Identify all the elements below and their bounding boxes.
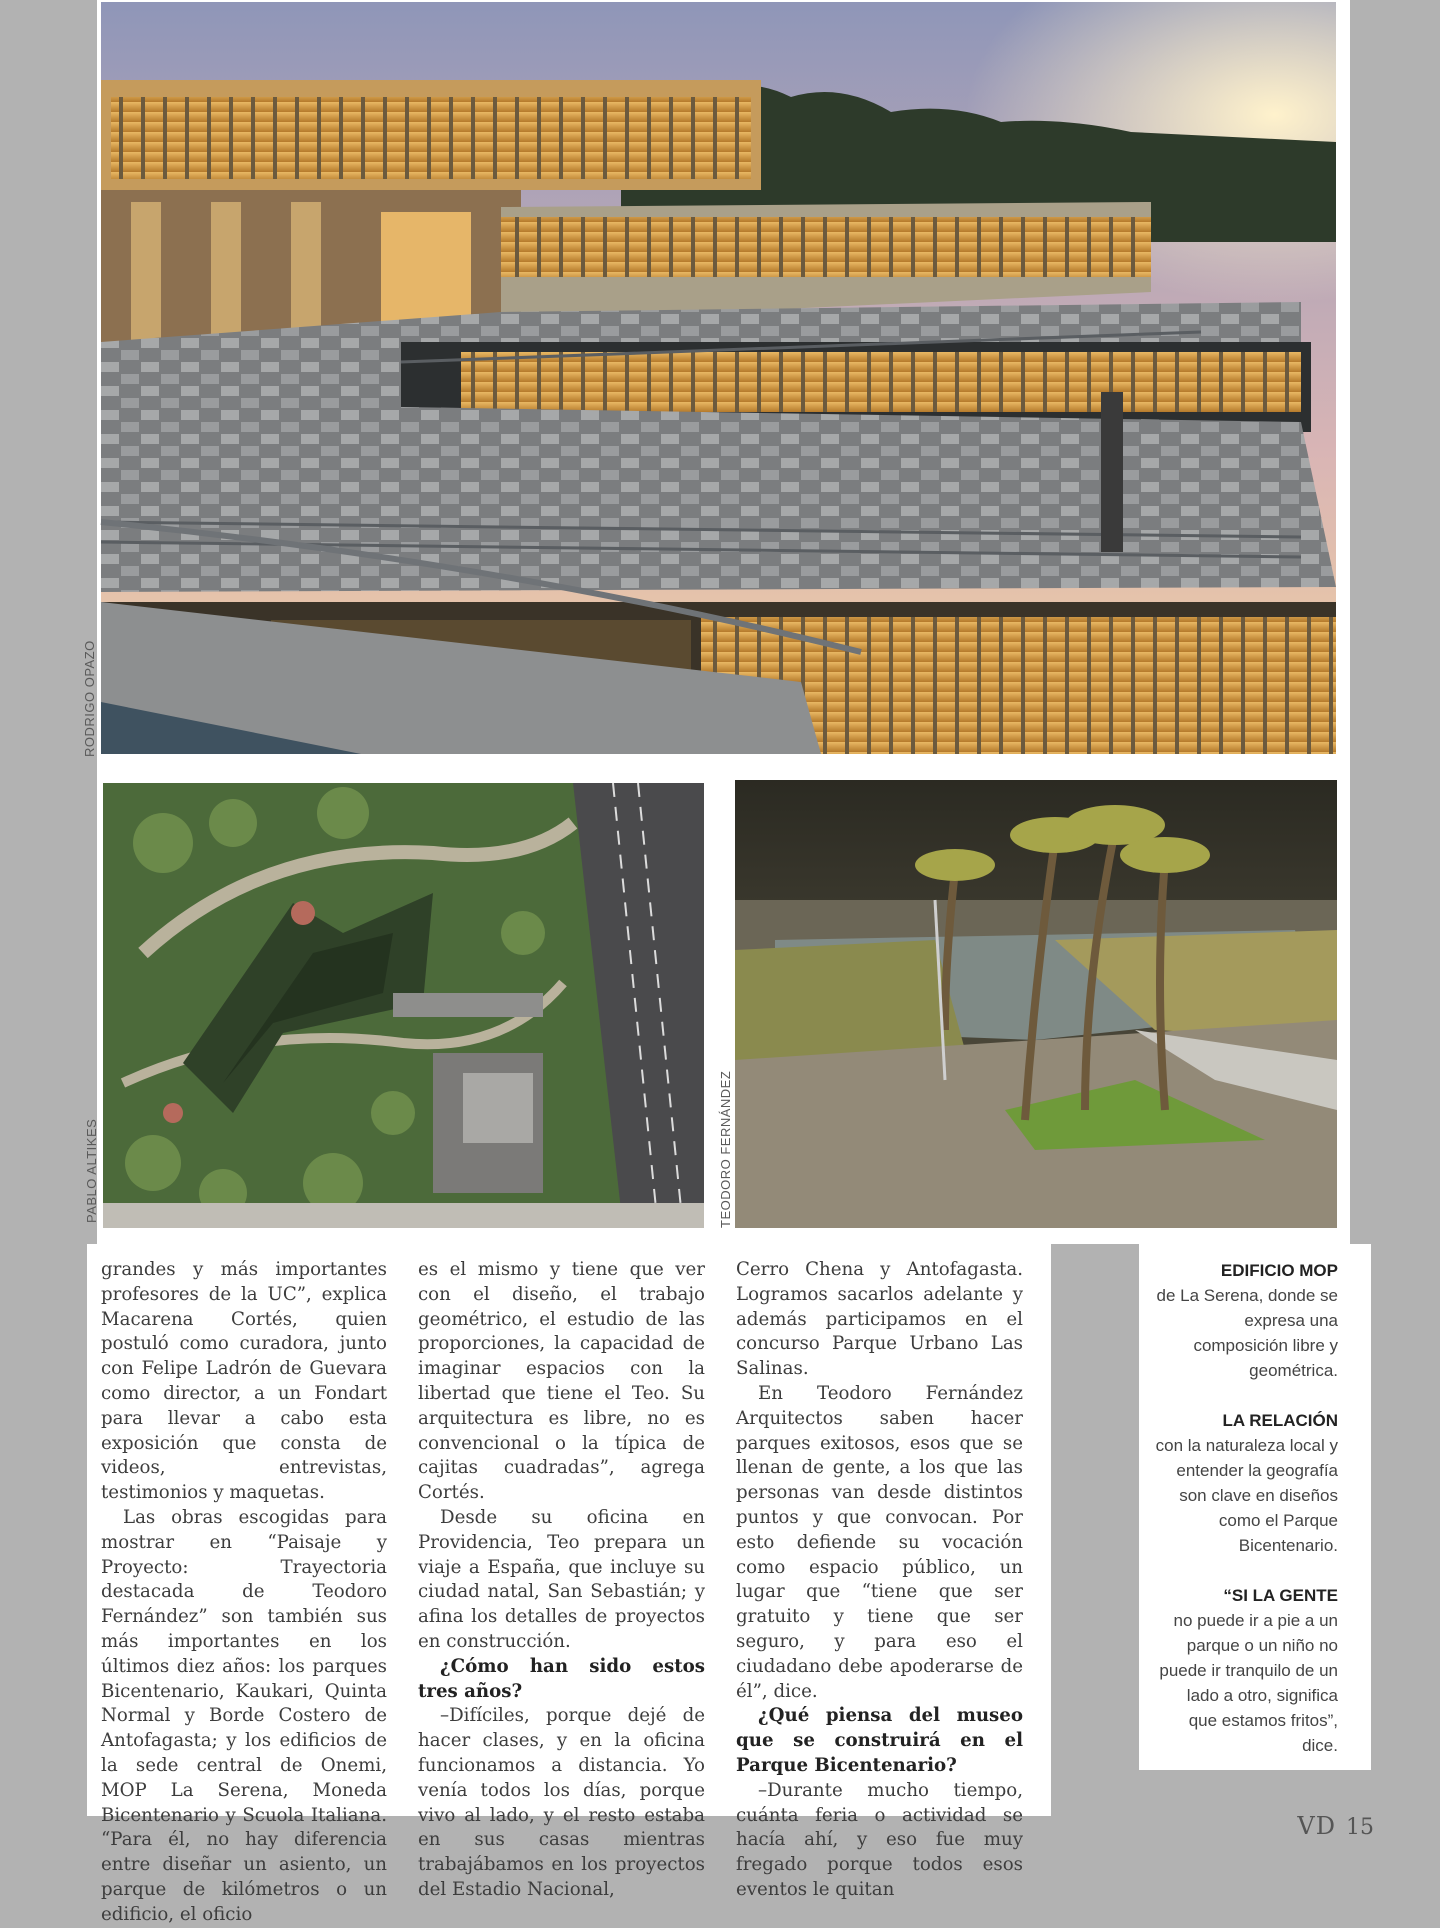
interview-question: ¿Cómo han sido estos tres años?: [418, 1655, 705, 1702]
photo-credit-top: RODRIGO OPAZO: [82, 640, 97, 757]
photo-credit-bottom-left: PABLO ALTIKES: [84, 1118, 99, 1223]
photo-credit-bottom-right: TEODORO FERNÁNDEZ: [718, 1070, 733, 1228]
caption-text: con la naturaleza local y entender la geografía son clave en diseños como el Parque Bicentenario.: [1155, 1436, 1338, 1555]
paragraph: es el mismo y tiene que ver con el diseño, el trabajo geométrico, el estudio de las proporciones, la capacidad de imaginar espacios con la libertad que tiene el Teo. Su arquitectura es libre, no es convencional o la típica de cajitas cuadradas”, agrega Cortés.: [418, 1259, 705, 1504]
interview-question: ¿Qué piensa del museo que se construirá en el Parque Bicentenario?: [736, 1705, 1023, 1776]
caption-lead: “SI LA GENTE: [1223, 1586, 1338, 1605]
paragraph: –Durante mucho tiempo, cuánta feria o actividad se hacía ahí, y eso fue muy fregado porque todos esos eventos le quitan: [736, 1779, 1023, 1900]
page-folio: [1297, 1812, 1374, 1840]
page-number: 15: [1346, 1815, 1374, 1840]
paragraph: –Difíciles, porque dejé de hacer clases, y en la oficina funcionamos a distancia. Yo venía todos los días, porque vivo al lado, y el resto estaba en sus casas mientras trabajábamos en los proyectos del Estadio Nacional,: [418, 1705, 705, 1900]
caption-block: [1155, 1583, 1338, 1758]
paragraph: En Teodoro Fernández Arquitectos saben hacer parques exitosos, esos que se llenan de gente, a los que las personas van desde distintos puntos y que convocan. Por esto defiende su vocación como espacio público, un lugar que “tiene que ser gratuito y tiene que ser seguro, y para eso el ciudadano debe apoderarse de él”, dice.: [736, 1382, 1023, 1702]
article-column-3: [736, 1258, 1023, 1903]
article-column-1: [101, 1258, 387, 1928]
photo-captions: [1155, 1258, 1338, 1783]
paragraph: grandes y más importantes profesores de la UC”, explica Macarena Cortés, quien postuló como curadora, junto con Felipe Ladrón de Guevara como director, a un Fondart para llevar a cabo esta exposición que consta de videos, entrevistas, testimonios y maquetas.: [101, 1259, 387, 1504]
caption-text: no puede ir a pie a un parque o un niño no puede ir tranquilo de un lado a otro, significa que estamos fritos”, dice.: [1159, 1611, 1338, 1755]
palm-park-photo: [735, 780, 1337, 1228]
paragraph: Desde su oficina en Providencia, Teo prepara un viaje a España, que incluye su ciudad natal, San Sebastián; y afina los detalles de proyectos en construcción.: [418, 1506, 705, 1652]
magazine-name: VD: [1297, 1812, 1336, 1840]
caption-block: [1155, 1258, 1338, 1383]
caption-text: de La Serena, donde se expresa una composición libre y geométrica.: [1156, 1286, 1338, 1380]
park-aerial-photo: [103, 783, 704, 1228]
paragraph: Cerro Chena y Antofagasta. Logramos sacarlos adelante y además participamos en el concurso Parque Urbano Las Salinas.: [736, 1259, 1023, 1380]
paragraph: Las obras escogidas para mostrar en “Paisaje y Proyecto: Trayectoria destacada de Teodoro Fernández” son también sus más importantes en los últimos diez años: los parques Bicentenario, Kaukari, Quinta Normal y Borde Costero de Antofagasta; y los edificios de la sede central de Onemi, MOP La Serena, Moneda Bicentenario y Scuola Italiana. “Para él, no hay diferencia entre diseñar un asiento, un parque de kilómetros o un edificio, el oficio: [101, 1506, 387, 1925]
caption-block: [1155, 1408, 1338, 1558]
caption-lead: LA RELACIÓN: [1222, 1411, 1338, 1430]
mop-building-photo: [101, 2, 1336, 754]
article-column-2: [418, 1258, 705, 1903]
caption-lead: EDIFICIO MOP: [1220, 1261, 1338, 1280]
